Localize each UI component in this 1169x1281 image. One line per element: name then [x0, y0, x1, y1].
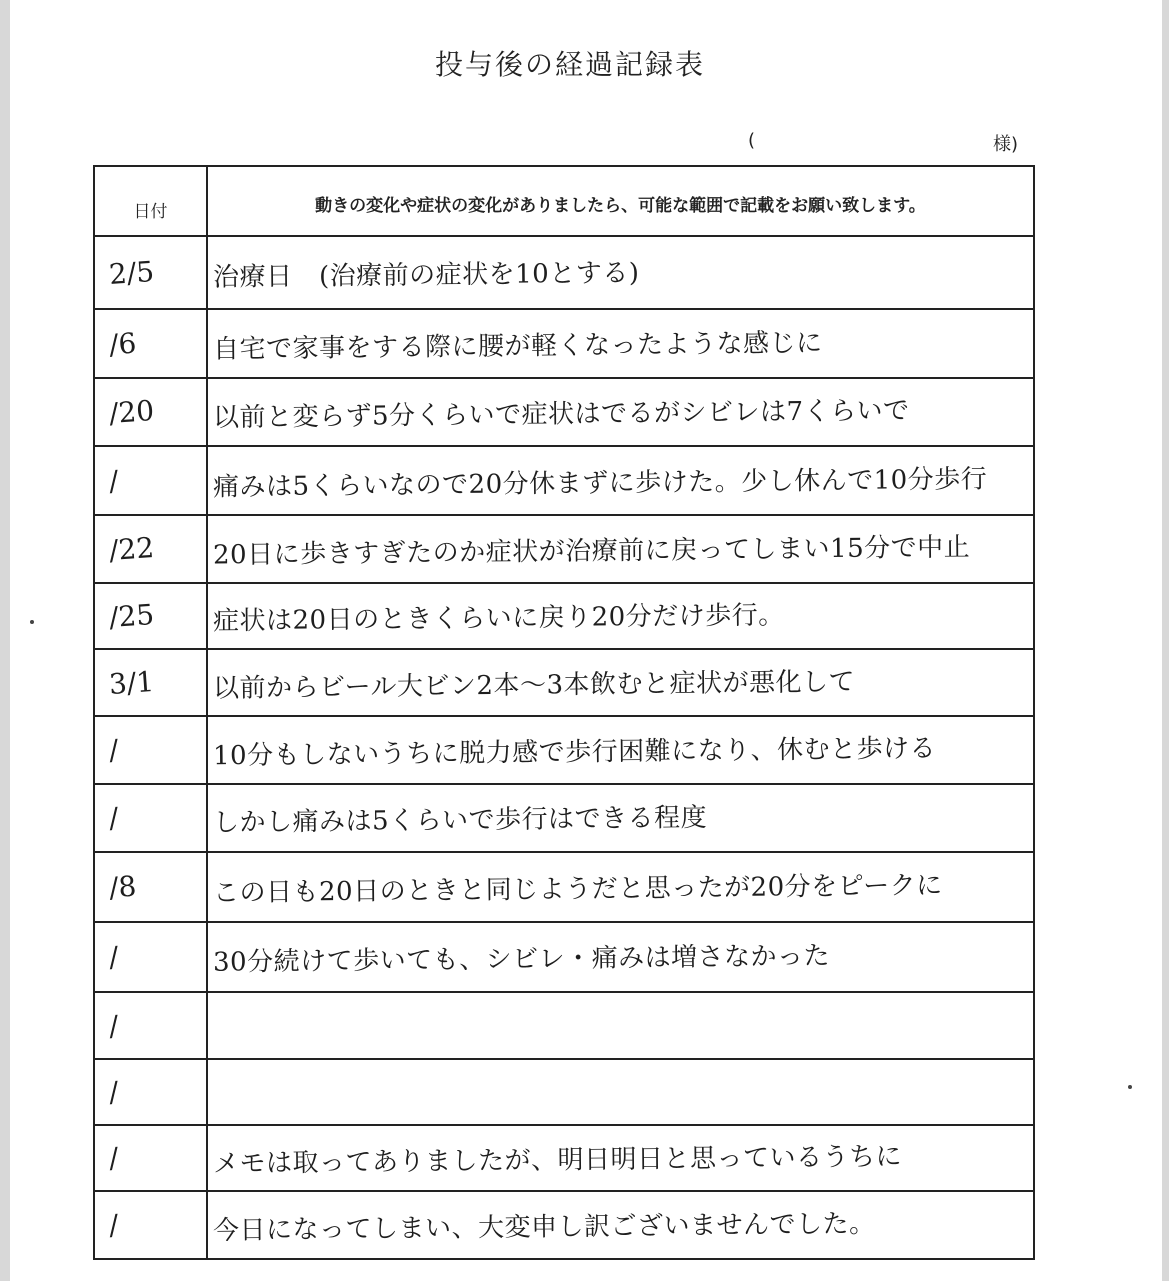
entry-date: /22 [107, 530, 156, 568]
entry-text: しかし痛みは5くらいで歩行はできる程度 [212, 802, 708, 839]
entry-date: / [107, 1141, 120, 1175]
entry-date: / [107, 463, 120, 498]
patient-name-suffix: 様) [993, 134, 1019, 155]
scan-edge-right [1162, 0, 1169, 1281]
entry-text: メモは取ってありましたが、明日明日と思っているうちに [212, 1141, 903, 1180]
table-row [95, 717, 1033, 785]
entry-text: 治療日 (治療前の症状を10とする) [212, 257, 640, 293]
header-date-label: 日付 [133, 202, 168, 222]
scan-speck [1128, 1085, 1132, 1089]
table-row [95, 785, 1033, 853]
entry-text: 痛みは5くらいなので20分休まずに歩けた。少し休んで10分歩行 [212, 463, 988, 503]
table-row [95, 1192, 1033, 1258]
entry-text: 10分もしないうちに脱力感で歩行困難になり、休むと歩ける [212, 733, 937, 772]
table-row [95, 584, 1033, 650]
table-row [95, 237, 1033, 310]
table-row [95, 923, 1033, 993]
record-table [93, 165, 1035, 1260]
entry-text: 今日になってしまい、大変申し訳ございませんでした。 [212, 1209, 876, 1246]
entry-text: 以前からビール大ビン2本〜3本飲むと症状が悪化して [212, 666, 856, 704]
entry-text: 20日に歩きすぎたのか症状が治療前に戻ってしまい15分で中止 [212, 532, 971, 571]
entry-text: 自宅で家事をする際に腰が軽くなったような感じに [212, 327, 823, 365]
header-instruction: 動きの変化や症状の変化がありましたら、可能な範囲で記載をお願い致します。 [315, 196, 926, 216]
entry-date: / [107, 801, 120, 835]
table-row [95, 650, 1033, 717]
entry-text: 症状は20日のときくらいに戻り20分だけ歩行。 [212, 600, 785, 637]
table-row [95, 1126, 1033, 1192]
scan-edge-left [0, 0, 10, 1281]
form-title: 投与後の経過記録表 [434, 48, 705, 81]
table-row [95, 853, 1033, 923]
entry-date: / [107, 1075, 120, 1109]
entry-text: 30分続けて歩いても、シビレ・痛みは増さなかった [212, 941, 831, 978]
entry-date: /6 [107, 326, 138, 361]
table-row [95, 1060, 1033, 1126]
table-row [95, 993, 1033, 1060]
table-row [95, 310, 1033, 379]
entry-date: / [107, 1008, 120, 1043]
table-row [95, 516, 1033, 584]
entry-date: / [107, 733, 120, 767]
entry-date: /20 [107, 393, 156, 431]
entry-text: 以前と変らず5分くらいで症状はでるがシビレは7くらいで [212, 395, 910, 434]
table-row [95, 447, 1033, 516]
table-header [95, 167, 1033, 237]
entry-date: / [107, 1208, 120, 1242]
patient-name-open-paren: ( [748, 130, 756, 151]
entry-date: /8 [107, 869, 138, 905]
table-row [95, 379, 1033, 447]
entry-date: 2/5 [107, 254, 156, 291]
entry-text: この日も20日のときと同じようだと思ったが20分をピークに [212, 870, 943, 909]
entry-date: / [107, 940, 120, 974]
entry-date: 3/1 [107, 664, 156, 701]
scan-speck [30, 620, 34, 624]
entry-date: /25 [107, 597, 156, 635]
